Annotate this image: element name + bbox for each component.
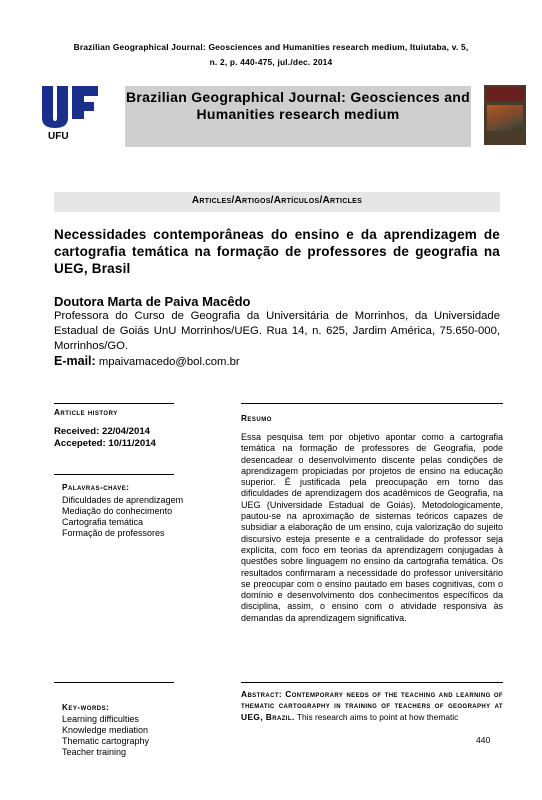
keyword-item: Dificuldades de aprendizagem	[62, 495, 184, 505]
abstract	[241, 689, 503, 723]
received-date: Received: 22/04/2014	[54, 426, 151, 437]
accepted-date: Accepeted: 10/11/2014	[54, 438, 156, 449]
divider	[54, 474, 174, 475]
journal-citation-line1: Brazilian Geographical Journal: Geosciences and Humanities research medium, Ituiutaba, v. 5,	[73, 42, 469, 52]
journal-citation	[0, 40, 542, 70]
keywords-pt-label: Palavras-chave:	[62, 483, 130, 492]
divider	[54, 403, 174, 404]
keyword-item: Cartografia temática	[62, 517, 144, 527]
keywords-en-label: Key-words:	[62, 703, 110, 712]
keyword-item: Teacher training	[62, 747, 127, 757]
abstract-text: This research aims to point at how thematic	[296, 711, 459, 722]
journal-citation-line2: n. 2, p. 440-475, jul./dec. 2014	[209, 57, 333, 67]
divider	[241, 403, 503, 404]
article-history-dates	[54, 426, 156, 450]
section-label: Articles/Artigos/Artículos/Articles	[191, 195, 363, 206]
keywords-pt-list	[62, 495, 183, 539]
email-link[interactable]: mpaivamacedo@bol.com.br	[98, 356, 240, 368]
article-title: Necessidades contemporâneas do ensino e da aprendizagem de cartografia temática na formação de professores de geografia na UEG, Brasil	[54, 227, 500, 276]
abstract-heading: Abstract: Contemporary needs of the teaching and learning of thematic cartography in training of teachers of geography at UEG, Brazil.	[241, 689, 503, 722]
divider	[54, 682, 174, 683]
author-name: Doutora Marta de Paiva Macêdo	[54, 294, 251, 309]
resumo-label: Resumo	[241, 414, 272, 423]
resumo-text: Essa pesquisa tem por objetivo apontar como a cartografia temática na formação de professores de Geografia, pode desencadear o desenvolvimento discente pelas condições de aprendizagem propiciadas por projetos de ensino na educação superior. É justificada pela preocupação em torno das dificuldades de aprendizagem dos acadêmicos de Geografia, na UEG (Universidade Estadual de Goiás). Metodologicamente, pautou-se na aproximação de sistemas teóricos capazes de subsidiar a elaboração de um ensino, cuja valorização do sujeito discursivo esteja presente e a centralidade do professor seja explícita, com foco em teorias da aprendizagem conjugadas à questões sobre linguagem no ensino da cartografia temática. Os resultados confirmaram a necessidade do professor universitário se preocupar com o ensino pautado em bases cognitivas, com o domínio e desenvolvimento dos conhecimentos específicos da disciplina, assim, o ensino com o atividade responsiva às demandas da aprendizagem significativa.	[241, 432, 503, 623]
keyword-item: Mediação do conhecimento	[62, 506, 173, 516]
keyword-item: Knowledge mediation	[62, 725, 149, 735]
keywords-en-list	[62, 714, 149, 758]
article-history-label: Article history	[54, 408, 118, 417]
journal-cover-image	[484, 85, 526, 145]
logo-text: UFU	[48, 131, 69, 142]
affiliation-text: Professora do Curso de Geografia da Universitária de Morrinhos, da Universidade Estadual de Goiás UnU Morrinhos/UEG. Rua 14, n. 625, Jardim América, 75.650-000, Morrinhos/GO.	[54, 310, 500, 352]
keyword-item: Formação de professores	[62, 528, 165, 538]
keyword-item: Thematic cartography	[62, 736, 150, 746]
author-affiliation	[54, 309, 500, 370]
email-label: E-mail:	[54, 354, 96, 368]
keyword-item: Learning difficulties	[62, 714, 139, 724]
page-number: 440	[476, 735, 491, 745]
journal-banner-title: Brazilian Geographical Journal: Geosciences and Humanities research medium	[126, 89, 470, 122]
divider	[241, 682, 503, 683]
